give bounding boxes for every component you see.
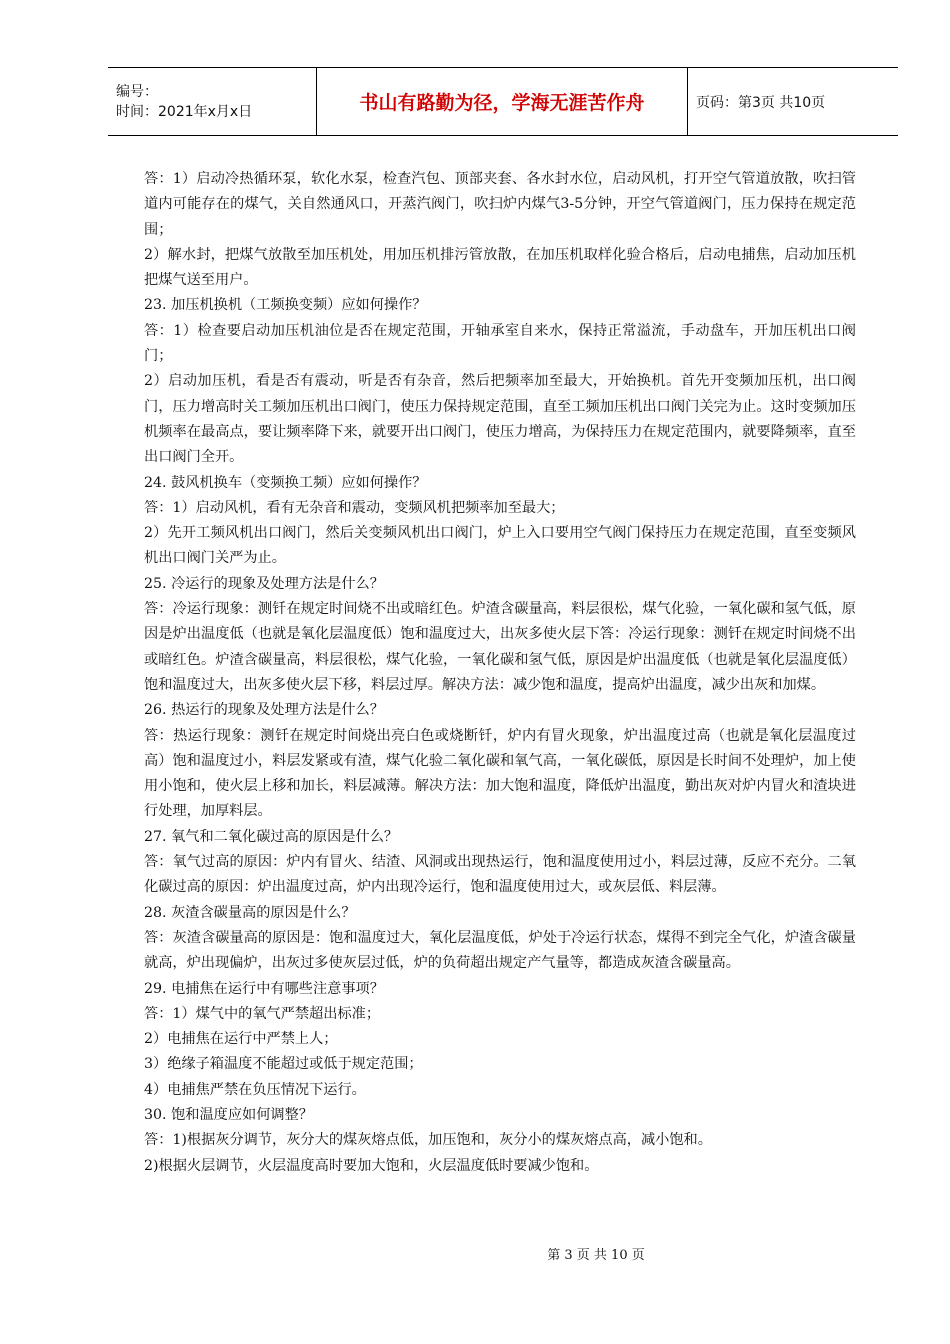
body-paragraph: 答：1）检查要启动加压机油位是否在规定范围，开轴承室自来水，保持正常溢流，手动盘车，开加压机出口阀门； [144,322,856,365]
header-motto: 书山有路勤为径，学海无涯苦作舟 [317,68,688,136]
body-paragraph: 29. 电捕焦在运行中有哪些注意事项？ [144,980,384,997]
body-paragraph: 答：1)根据灰分调节，灰分大的煤灰熔点低，加压饱和，灰分小的煤灰熔点高，减小饱和。 [144,1132,712,1149]
body-paragraph: 答：1）启动冷热循环泵，软化水泵，检查汽包、顶部夹套、各水封水位，启动风机，打开空气管道放散，吹扫管道内可能存在的煤气，关自然通风口，开蒸汽阀门，吹扫炉内煤气3-5分钟，开空气管道阀门，压力保持在规定范围； [144,171,856,238]
body-paragraph: 2）解水封，把煤气放散至加压机处，用加压机排污管放散，在加压机取样化验合格后，启动电捕焦，启动加压机把煤气送至用户。 [144,246,856,289]
body-paragraph: 答：氧气过高的原因：炉内有冒火、结渣、风洞或出现热运行，饱和温度使用过小，料层过薄，反应不充分。二氧化碳过高的原因：炉出温度过高，炉内出现冷运行，饱和温度使用过大，或灰层低、料层薄。 [144,854,856,896]
document-body [144,167,856,1179]
body-paragraph: 答：1）启动风机，看有无杂音和震动，变频风机把频率加至最大； [144,499,565,516]
body-paragraph: 答：热运行现象：测钎在规定时间烧出亮白色或烧断钎，炉内有冒火现象，炉出温度过高（也就是氧化层温度过高）饱和温度过小，料层发紧或有渣，煤气化验二氧化碳和氧气高，一氧化碳低，原因是长时间不处理炉，加上使用小饱和，使火层上移和加长，料层减薄。解决方法：加大饱和温度，降低炉出温度，勤出灰对炉内冒火和渣块进行处理，加厚料层。 [144,727,856,820]
body-paragraph: 答：1）煤气中的氧气严禁超出标准； [144,1005,381,1022]
document-header [108,67,898,136]
body-paragraph: 2）启动加压机，看是否有震动，听是否有杂音，然后把频率加至最大，开始换机。首先开变频加压机，出口阀门，压力增高时关工频加压机出口阀门，使压力保持规定范围，直至工频加压机出口阀门关完为止。这时变频加压机频率在最高点，要让频率降下来，就要开出口阀门，使压力增高，为保持压力在规定范围内，就要降频率，直至出口阀门全开。 [144,373,856,466]
body-paragraph: 27. 氧气和二氧化碳过高的原因是什么？ [144,828,399,845]
body-paragraph: 28. 灰渣含碳量高的原因是什么？ [144,904,356,921]
body-paragraph: 30. 饱和温度应如何调整？ [144,1106,313,1123]
body-paragraph: 25. 冷运行的现象及处理方法是什么？ [144,575,384,592]
page-footer [0,1244,950,1263]
body-paragraph: 2）先开工频风机出口阀门，然后关变频风机出口阀门，炉上入口要用空气阀门保持压力在规定范围，直至变频风机出口阀门关严为止。 [144,525,856,567]
header-page-info: 页码：第3页 共10页 [688,68,899,136]
number-label: 编号： [116,83,158,100]
body-paragraph: 3）绝缘子箱温度不能超过或低于规定范围； [144,1056,423,1073]
body-paragraph: 24. 鼓风机换车（变频换工频）应如何操作？ [144,474,427,491]
body-paragraph: 4）电捕焦严禁在负压情况下运行。 [144,1081,366,1098]
body-paragraph: 26. 热运行的现象及处理方法是什么？ [144,702,384,719]
header-meta [108,68,317,136]
body-paragraph: 答：冷运行现象：测钎在规定时间烧不出或暗红色。炉渣含碳量高，料层很松，煤气化验，一氧化碳和氢气低，原因是炉出温度低（也就是氧化层温度低）饱和温度过大，出灰多使火层下答：冷运行现象：测钎在规定时间烧不出或暗红色。炉渣含碳量高，料层很松，煤气化验，一氧化碳和氢气低，原因是炉出温度低（也就是氧化层温度低）饱和温度过大，出灰多使火层下移，料层过厚。解决方法：减少饱和温度，提高炉出温度，减少出灰和加煤。 [144,601,856,693]
body-paragraph: 2）电捕焦在运行中严禁上人； [144,1031,338,1048]
time-label: 时间：2021年x月x日 [116,103,253,120]
body-paragraph: 23. 加压机换机（工频换变频）应如何操作？ [144,297,427,314]
footer-page-number: 第 3 页 共 10 页 [547,1248,645,1263]
body-paragraph: 答：灰渣含碳量高的原因是：饱和温度过大，氧化层温度低，炉处于冷运行状态，煤得不到完全气化，炉渣含碳量就高，炉出现偏炉，出灰过多使灰层过低，炉的负荷超出规定产气量等，都造成灰渣含碳量高。 [144,929,856,972]
body-paragraph: 2)根据火层调节，火层温度高时要加大饱和，火层温度低时要减少饱和。 [144,1157,599,1174]
